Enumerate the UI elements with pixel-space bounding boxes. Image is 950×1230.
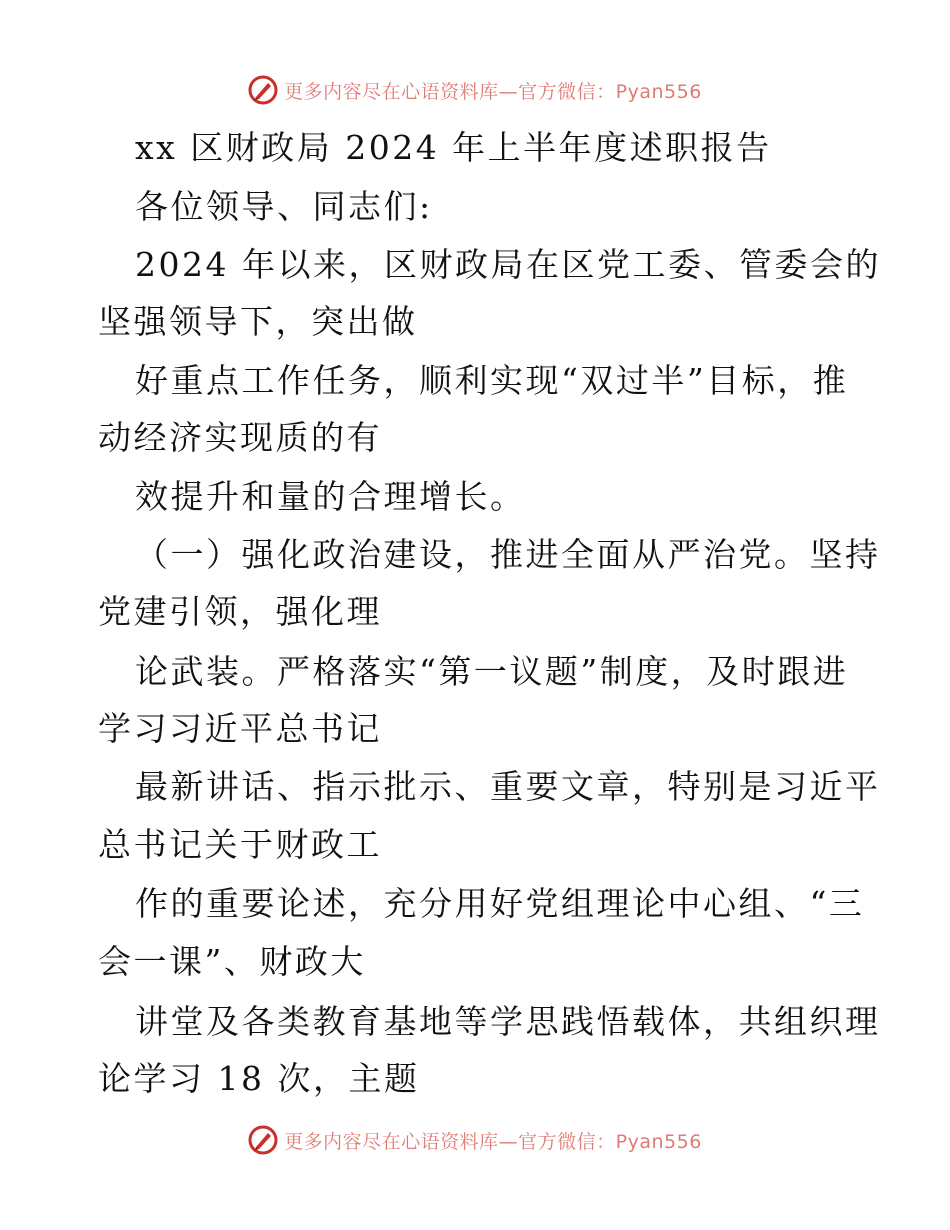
footer-watermark xyxy=(0,1120,950,1160)
paragraph-line: 论学习 18 次，主题 xyxy=(98,1059,420,1098)
paragraph-line: 总书记关于财政工 xyxy=(98,825,382,864)
document-title: xx 区财政局 2024 年上半年度述职报告 xyxy=(135,128,772,167)
paragraph-line: 学习习近平总书记 xyxy=(98,709,382,748)
paragraph-line: 最新讲话、指示批示、重要文章，特别是习近平 xyxy=(135,767,881,806)
pen-logo-icon xyxy=(248,1125,278,1155)
paragraph-line: 讲堂及各类教育基地等学思践悟载体，共组织理 xyxy=(135,1002,881,1041)
salutation: 各位领导、同志们: xyxy=(135,187,433,226)
paragraph-line: 论武装。严格落实“第一议题”制度，及时跟进 xyxy=(135,652,849,691)
paragraph-line: 好重点工作任务，顺利实现“双过半”目标，推 xyxy=(135,361,849,400)
paragraph-line: 党建引领，强化理 xyxy=(98,592,382,631)
watermark-text: 更多内容尽在心语资料库—官方微信：Pyan556 xyxy=(284,1130,702,1153)
paragraph-line: 坚强领导下，突出做 xyxy=(98,302,418,341)
paragraph-line: 会一课”、财政大 xyxy=(98,942,366,981)
paragraph-line: 效提升和量的合理增长。 xyxy=(135,477,526,516)
paragraph-line: 动经济实现质的有 xyxy=(98,418,382,457)
paragraph-line: 2024 年以来，区财政局在区党工委、管委会的 xyxy=(135,245,881,284)
paragraph-line: 作的重要论述，充分用好党组理论中心组、“三 xyxy=(135,884,865,923)
watermark-text: 更多内容尽在心语资料库—官方微信：Pyan556 xyxy=(284,80,702,103)
section-heading-line: （一）强化政治建设，推进全面从严治党。坚持 xyxy=(135,535,881,574)
